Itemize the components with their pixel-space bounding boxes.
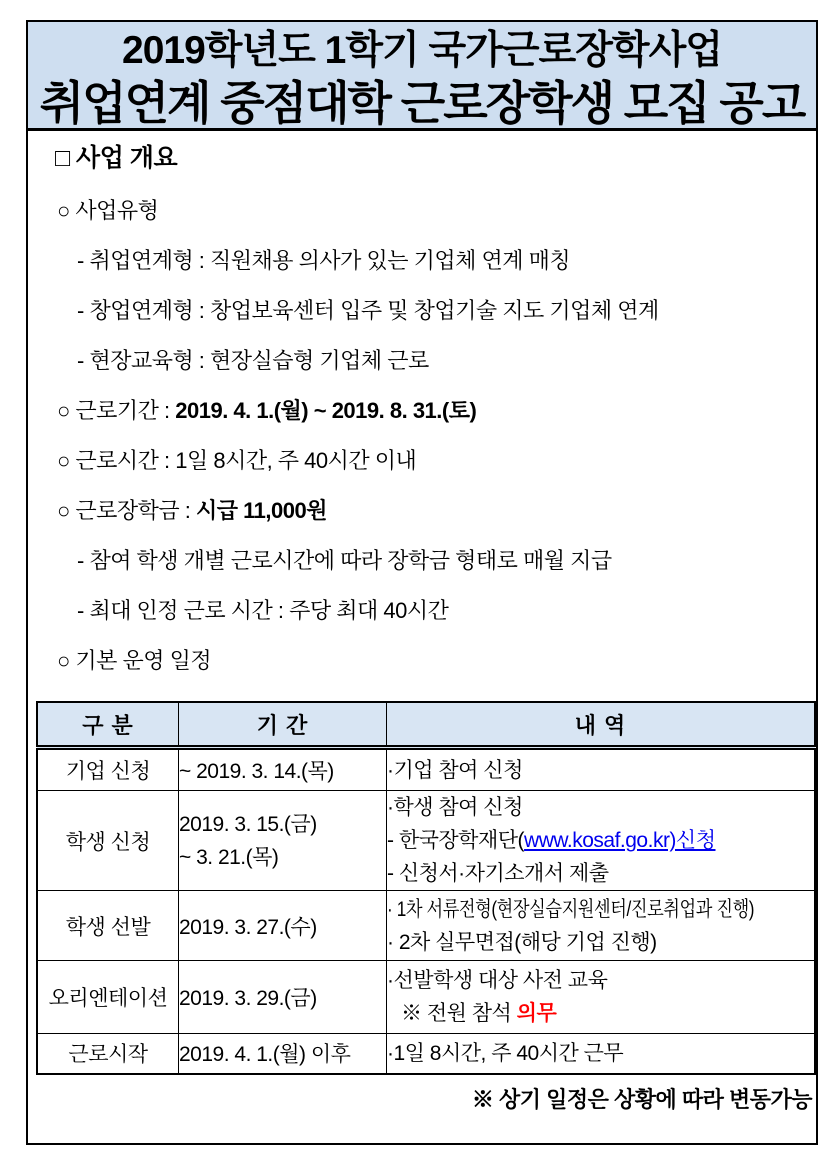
cell-period: 2019. 4. 1.(월) 이후 [179, 1034, 387, 1074]
line-text: - 최대 인정 근로 시간 : 주당 최대 40시간 [77, 598, 449, 623]
schedule-table [36, 701, 816, 1075]
line-text: - 참여 학생 개별 근로시간에 따라 장학금 형태로 매월 지급 [77, 548, 612, 573]
section-heading-overview [28, 143, 816, 173]
line-text: ○ 기본 운영 일정 [57, 648, 212, 673]
line-text: - 현장교육형 : 현장실습형 기업체 근로 [77, 348, 429, 373]
table-row-orientation [37, 961, 815, 1034]
title-banner [26, 20, 818, 131]
period-line: 2019. 3. 15.(금) [179, 812, 317, 836]
title-line-2: 취업연계 중점대학 근로장학생 모집 공고 [39, 77, 805, 129]
overview-line-work-hours [28, 447, 816, 475]
overview-line-scholarship-pay [28, 497, 816, 525]
cell-details [387, 748, 816, 791]
overview-line-schedule-heading [28, 647, 816, 675]
overview-line-job-link-type [28, 247, 816, 275]
detail-line: · 2차 실무면접(해당 기업 진행) [387, 930, 657, 954]
detail-line: ·학생 참여 신청 [387, 796, 523, 819]
table-header-row [37, 702, 815, 748]
table-row-student-selection [37, 891, 815, 961]
line-text: ○ 사업유형 [57, 198, 159, 223]
cell-category: 학생 선발 [37, 891, 179, 961]
line-bold-text: 2019. 4. 1.(월) ~ 2019. 8. 31.(토) [175, 398, 477, 423]
cell-details [387, 1034, 816, 1074]
detail-line: - 신청서·자기소개서 제출 [387, 862, 609, 885]
cell-category: 학생 신청 [37, 791, 179, 891]
cell-category: 기업 신청 [37, 748, 179, 791]
mandatory-text: 의무 [516, 1002, 557, 1025]
detail-line: ·1일 8시간, 주 40시간 근무 [387, 1041, 624, 1065]
line-text: ○ 근로장학금 : [57, 498, 196, 523]
header-period: 기 간 [179, 702, 387, 748]
overview-line-type [28, 197, 816, 225]
overview-line-field-edu-type [28, 347, 816, 375]
overview-line-startup-link-type [28, 297, 816, 325]
table-row-student-apply [37, 791, 815, 891]
title-line-1: 2019학년도 1학기 국가근로장학사업 [122, 29, 722, 72]
overview-line-work-period [28, 397, 816, 425]
detail-line [387, 893, 814, 926]
content-box [26, 131, 818, 1145]
document-page [26, 20, 818, 1145]
cell-category: 근로시작 [37, 1034, 179, 1074]
cell-details [387, 791, 816, 891]
cell-details [387, 961, 816, 1034]
cell-category: 오리엔테이션 [37, 961, 179, 1034]
cell-period: ~ 2019. 3. 14.(목) [179, 748, 387, 791]
detail-text: - 한국장학재단( [387, 829, 525, 852]
line-text: ○ 근로시간 : 1일 8시간, 주 40시간 이내 [57, 448, 417, 473]
cell-period: 2019. 3. 29.(금) [179, 961, 387, 1034]
detail-line: ·기업 참여 신청 [387, 758, 523, 782]
period-line: ~ 3. 21.(목) [179, 845, 279, 869]
detail-text: · 1차 서류전형(현장실습지원센터/진로취업과 진행) [387, 897, 755, 921]
schedule-change-footnote: ※ 상기 일정은 상황에 따라 변동가능 [471, 1086, 812, 1112]
heading-text: □ 사업 개요 [55, 144, 178, 172]
header-details: 내 역 [387, 702, 816, 748]
table-row-company-apply [37, 748, 815, 791]
line-text: - 창업연계형 : 창업보육센터 입주 및 창업기술 지도 기업체 연계 [77, 298, 659, 323]
header-category: 구 분 [37, 702, 179, 748]
cell-period: 2019. 3. 27.(수) [179, 891, 387, 961]
overview-line-monthly-payment [28, 547, 816, 575]
line-text: - 취업연계형 : 직원채용 의사가 있는 기업체 연계 매칭 [77, 248, 571, 273]
detail-line [387, 824, 814, 857]
table-row-work-start [37, 1034, 815, 1074]
cell-details [387, 891, 816, 961]
kosaf-link[interactable]: www.kosaf.go.kr)신청 [524, 829, 716, 852]
line-text: ○ 근로기간 : [57, 398, 176, 423]
detail-line [387, 997, 814, 1030]
detail-text: ※ 전원 참석 [401, 1002, 517, 1025]
line-bold-text: 시급 11,000원 [196, 498, 327, 523]
cell-period [179, 791, 387, 891]
overview-line-max-hours [28, 597, 816, 625]
detail-line: ·선발학생 대상 사전 교육 [387, 969, 608, 992]
